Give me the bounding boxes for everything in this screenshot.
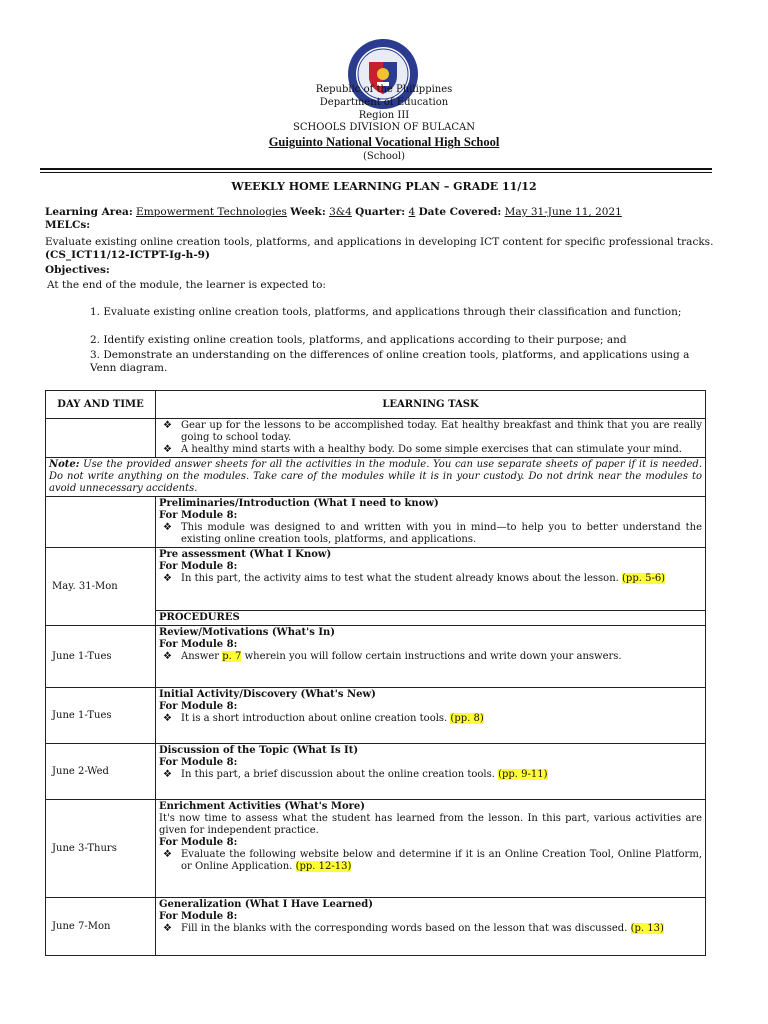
learning-task-table xyxy=(45,390,706,956)
page-ref: (pp. 9-11) xyxy=(498,769,548,780)
week-label: Week: xyxy=(290,206,326,218)
module-label: For Module 8: xyxy=(159,837,238,848)
module-label: For Module 8: xyxy=(159,510,238,521)
section-title: Discussion of the Topic (What Is It) xyxy=(159,745,359,756)
melcs-code: (CS_ICT11/12-ICTPT-Ig-h-9) xyxy=(45,249,210,261)
day-cell: June 1-Tues xyxy=(46,688,156,744)
header-divider-thin xyxy=(40,172,712,173)
table-row: June 1-Tues Review/Motivations (What's In) For Module 8: ❖ Answer p. 7 wherein you will follow certain instructions and write down your answers. xyxy=(46,626,706,688)
table-header-row xyxy=(46,391,706,419)
diamond-bullet-icon: ❖ xyxy=(163,849,172,860)
quarter-value: 4 xyxy=(408,206,416,218)
plan-title: WEEKLY HOME LEARNING PLAN – GRADE 11/12 xyxy=(231,180,537,193)
module-label: For Module 8: xyxy=(159,561,238,572)
module-label: For Module 8: xyxy=(159,639,238,650)
melcs-label: MELCs: xyxy=(45,219,91,231)
objective-3: 3. Demonstrate an understanding on the differences of online creation tools, platforms, and applications using a Venn diagram. xyxy=(90,349,690,374)
section-title: Pre assessment (What I Know) xyxy=(159,549,332,560)
page-ref: (pp. 12-13) xyxy=(295,861,352,872)
table-row-note xyxy=(46,458,706,497)
section-title: Review/Motivations (What's In) xyxy=(159,627,336,638)
melcs-description: Evaluate existing online creation tools, platforms, and applications in developing ICT content for specific professional tracks. xyxy=(45,236,714,248)
table-row: Preliminaries/Introduction (What I need to know) For Module 8: ❖ This module was designed to and written with you in mind—to help you to better understand the existing online creation tools, platforms, and applications. xyxy=(46,497,706,548)
table-row: May. 31-Mon Pre assessment (What I Know) For Module 8: ❖ In this part, the activity aims to test what the student already knows about the lesson. (pp. 5-6) xyxy=(46,548,706,611)
learning-area-value: Empowerment Technologies xyxy=(136,206,287,218)
page-ref: (p. 13) xyxy=(630,923,664,934)
module-label: For Module 8: xyxy=(159,911,238,922)
diamond-bullet-icon: ❖ xyxy=(163,573,172,584)
section-title: Generalization (What I Have Learned) xyxy=(159,899,373,910)
diamond-bullet-icon: ❖ xyxy=(163,420,172,431)
date-label: Date Covered: xyxy=(418,206,502,218)
diamond-bullet-icon: ❖ xyxy=(163,444,172,455)
page-ref: (pp. 8) xyxy=(450,713,484,724)
page-ref: p. 7 xyxy=(222,651,242,662)
procedures-label: PROCEDURES xyxy=(156,611,706,626)
diamond-bullet-icon: ❖ xyxy=(163,769,172,780)
section-title: Initial Activity/Discovery (What's New) xyxy=(159,689,376,700)
note-cell xyxy=(46,458,706,497)
section-title: Enrichment Activities (What's More) xyxy=(159,801,366,812)
day-cell: June 1-Tues xyxy=(46,626,156,688)
learning-area-label: Learning Area: xyxy=(45,206,133,218)
day-cell: May. 31-Mon xyxy=(46,548,156,626)
page-ref: (pp. 5-6) xyxy=(622,573,666,584)
republic-line: Republic of the Philippines xyxy=(315,84,453,95)
date-value: May 31-June 11, 2021 xyxy=(504,206,622,218)
module-label: For Module 8: xyxy=(159,701,238,712)
day-cell: June 7-Mon xyxy=(46,898,156,956)
col-task-header: LEARNING TASK xyxy=(156,391,706,419)
table-row: June 1-Tues Initial Activity/Discovery (What's New) For Module 8: ❖ It is a short introduction about online creation tools. (pp. 8) xyxy=(46,688,706,744)
table-row: ❖ Gear up for the lessons to be accomplished today. Eat healthy breakfast and think that you are really going to school today. ❖ A healthy mind starts with a healthy body. Do some simple exercises that can stimulate your mind. xyxy=(46,419,706,458)
note-text: Use the provided answer sheets for all the activities in the module. You can use separate sheets of paper if it is needed. Do not write anything on the modules. Take care of the modules while it is in your custody. Do not drink near the modules to avoid unnecessary accidents. xyxy=(49,459,702,494)
day-cell: June 2-Wed xyxy=(46,744,156,800)
header-divider xyxy=(40,168,712,170)
diamond-bullet-icon: ❖ xyxy=(163,713,172,724)
objectives-intro: At the end of the module, the learner is expected to: xyxy=(47,279,326,291)
diamond-bullet-icon: ❖ xyxy=(163,923,172,934)
week-value: 3&4 xyxy=(329,206,352,218)
table-row: June 7-Mon Generalization (What I Have Learned) For Module 8: ❖ Fill in the blanks with the corresponding words based on the lesson that was discussed. (p. 13) xyxy=(46,898,706,956)
objectives-label: Objectives: xyxy=(45,264,110,276)
day-cell: June 3-Thurs xyxy=(46,800,156,898)
division-line: SCHOOLS DIVISION OF BULACAN xyxy=(293,122,475,133)
melcs-text xyxy=(45,236,725,262)
module-label: For Module 8: xyxy=(159,757,238,768)
region-line: Region III xyxy=(358,110,410,121)
department-line: Department of Education xyxy=(319,97,449,108)
meta-line xyxy=(45,206,725,219)
note-label: Note: xyxy=(49,459,80,470)
diamond-bullet-icon: ❖ xyxy=(163,522,172,533)
table-row: June 3-Thurs Enrichment Activities (What's More) It's now time to assess what the student has learned from the lesson. In this part, various activities are given for independent practice. For Module 8: ❖ Evaluate the following website below and determine if it is an Online Creation Tool, Online Platform, or Online Application. (pp. 12-13) xyxy=(46,800,706,898)
school-caption: (School) xyxy=(363,151,405,162)
quarter-label: Quarter: xyxy=(355,206,406,218)
table-row: June 2-Wed Discussion of the Topic (What Is It) For Module 8: ❖ In this part, a brief discussion about the online creation tools. (pp. 9-11) xyxy=(46,744,706,800)
section-title: Preliminaries/Introduction (What I need to know) xyxy=(159,498,439,509)
section-intro: It's now time to assess what the student has learned from the lesson. In this part, various activities are given for independent practice. xyxy=(159,813,702,836)
diamond-bullet-icon: ❖ xyxy=(163,651,172,662)
objective-1: 1. Evaluate existing online creation tools, platforms, and applications through their classification and function; xyxy=(90,306,682,318)
col-day-header: DAY AND TIME xyxy=(46,391,156,419)
school-name: Guiguinto National Vocational High School xyxy=(268,135,500,149)
objective-2: 2. Identify existing online creation tools, platforms, and applications according to their purpose; and xyxy=(90,334,627,346)
